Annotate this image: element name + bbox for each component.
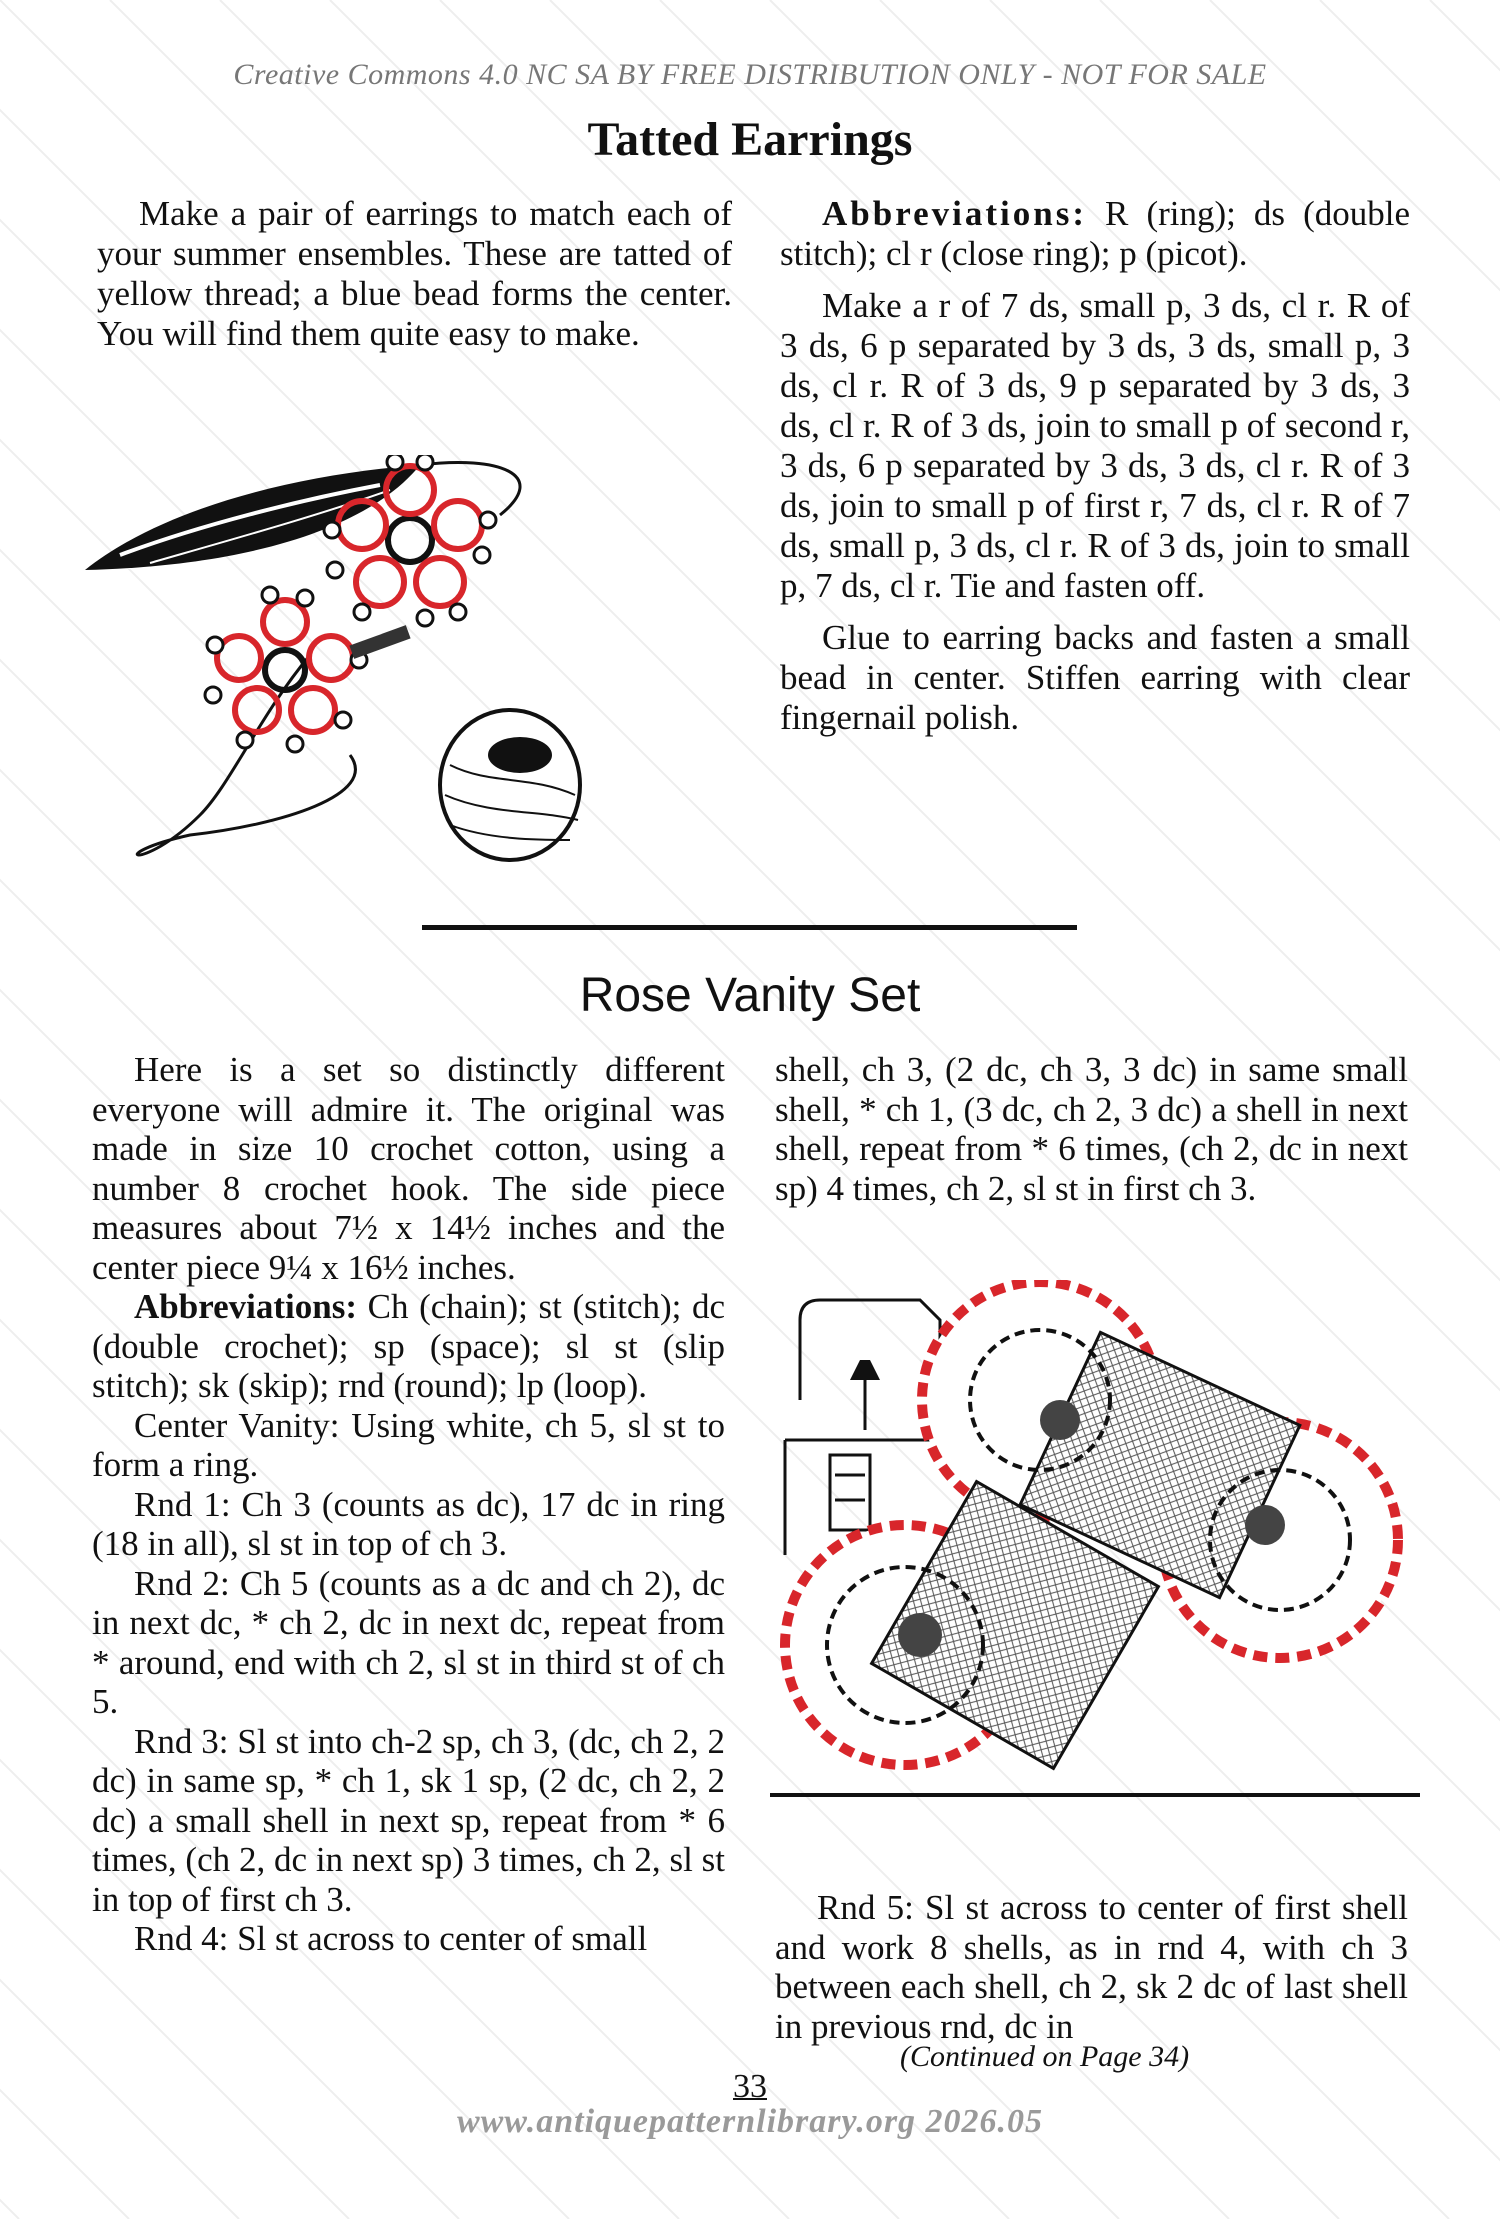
license-banner: Creative Commons 4.0 NC SA BY FREE DISTRIBUTION ONLY - NOT FOR SALE (233, 58, 1267, 91)
tatted-intro-column (97, 194, 732, 354)
vanity-right-bottom (775, 1888, 1408, 2046)
thread-ball-icon (440, 710, 580, 860)
footer-url: www.antiquepatternlibrary.org 2026.05 (456, 2103, 1044, 2140)
vanity-abbrev-text: Ch (chain); st (stitch); dc (double crochet); sp (space); sl st (slip stitch); sk (skip); rnd (round); lp (loop). (92, 1287, 725, 1405)
tatted-earrings-illustration (80, 455, 740, 895)
vanity-rnd3: Rnd 3: Sl st into ch-2 sp, ch 3, (dc, ch 2, 2 dc) in same sp, * ch 1, sk 1 sp, (2 dc, ch 2, 2 dc) a small shell in next sp, repeat from * 6 times, (ch 2, dc in next sp) 3 times, ch 2, sl st in top of first ch 3. (92, 1721, 725, 1919)
vanity-center: Center Vanity: Using white, ch 5, sl st to form a ring. (92, 1405, 725, 1484)
tatted-instructions: Make a r of 7 ds, small p, 3 ds, cl r. R of 3 ds, 6 p separated by 3 ds, 3 ds, small p, 3 ds, cl r. R of 3 ds, 9 p separated by 3 ds, 3 ds, cl r. R of 3 ds, join to small p of second r, 3 ds, 6 p separated by 3 ds, 3 ds, cl r. R of 3 ds, join to small p of first r, 7 ds, cl r. R of 7 ds, small p, 3 ds, cl r. R of 3 ds, join to small p, 7 ds, cl r. Tie and fasten off. (780, 286, 1410, 605)
vanity-left-column (92, 1050, 725, 1959)
vanity-abbrev-label: Abbreviations: (134, 1287, 357, 1326)
vanity-rnd4-cont: shell, ch 3, (2 dc, ch 3, 3 dc) in same small shell, * ch 1, (3 dc, ch 2, 3 dc) a shell in next shell, repeat from * 6 times, (ch 2, dc in next sp) 4 times, ch 2, sl st in first ch 3. (775, 1050, 1408, 1208)
tatted-abbrev-label: Abbreviations: (822, 194, 1087, 233)
section-divider (422, 925, 1077, 930)
rose-vanity-title: Rose Vanity Set (579, 969, 921, 1022)
vanity-rnd4: Rnd 4: Sl st across to center of small (134, 1919, 648, 1958)
rose-vanity-illustration (770, 1280, 1420, 1840)
tatted-instructions-column (780, 194, 1410, 738)
vanity-rnd1: Rnd 1: Ch 3 (counts as dc), 17 dc in ring (18 in all), sl st in top of ch 3. (92, 1484, 725, 1563)
earring-lower (205, 587, 367, 752)
lamp-icon (850, 1360, 880, 1430)
vanity-rnd5: Rnd 5: Sl st across to center of first shell and work 8 shells, as in rnd 4, with ch 3 between each shell, ch 2, sk 2 dc of last shell in previous rnd, dc in (775, 1888, 1408, 2046)
vanity-intro: Here is a set so distinctly different everyone will admire it. The original was made in size 10 crochet cotton, using a number 8 crochet hook. The side piece measures about 7½ x 14½ inches and the center piece 9¼ x 16½ inches. (92, 1050, 725, 1287)
vanity-rnd2: Rnd 2: Ch 5 (counts as a dc and ch 2), dc in next dc, * ch 2, dc in next dc, repeat from * around, end with ch 2, sl st in third st of ch 5. (92, 1563, 725, 1721)
shuttle-icon (85, 465, 420, 570)
vanity-right-top (775, 1050, 1408, 1208)
page-number: 33 (733, 2068, 767, 2105)
tatted-intro: Make a pair of earrings to match each of your summer ensembles. These are tatted of yellow thread; a blue bead forms the center. You will find them quite easy to make. (97, 194, 732, 353)
tatted-abbrev-text: R (ring); ds (double stitch); cl r (close ring); p (picot). (780, 194, 1410, 273)
tatted-finish: Glue to earring backs and fasten a small bead in center. Stiffen earring with clear fingernail polish. (780, 618, 1410, 737)
tatted-earrings-title: Tatted Earrings (587, 113, 913, 166)
continued-note: (Continued on Page 34) (900, 2040, 1190, 2073)
